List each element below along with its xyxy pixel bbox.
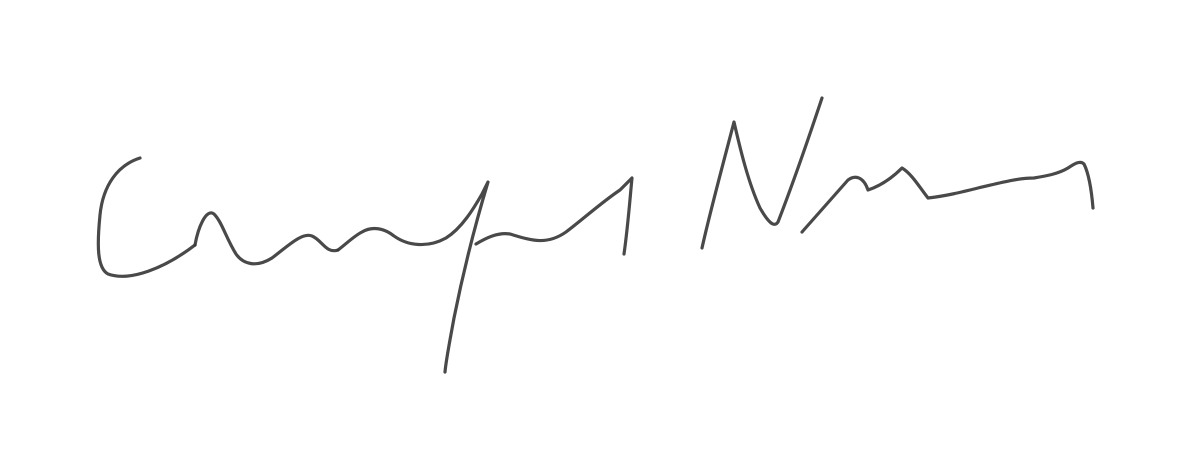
signature-stroke-unn xyxy=(802,162,1093,232)
signature-stroke-h xyxy=(195,213,338,264)
signature-stroke-c xyxy=(98,158,195,276)
signature-stroke-ld xyxy=(476,178,632,254)
signature-stroke-y xyxy=(338,182,488,372)
signature-ink xyxy=(98,98,1093,372)
signature-stroke-n-capital xyxy=(702,98,822,248)
